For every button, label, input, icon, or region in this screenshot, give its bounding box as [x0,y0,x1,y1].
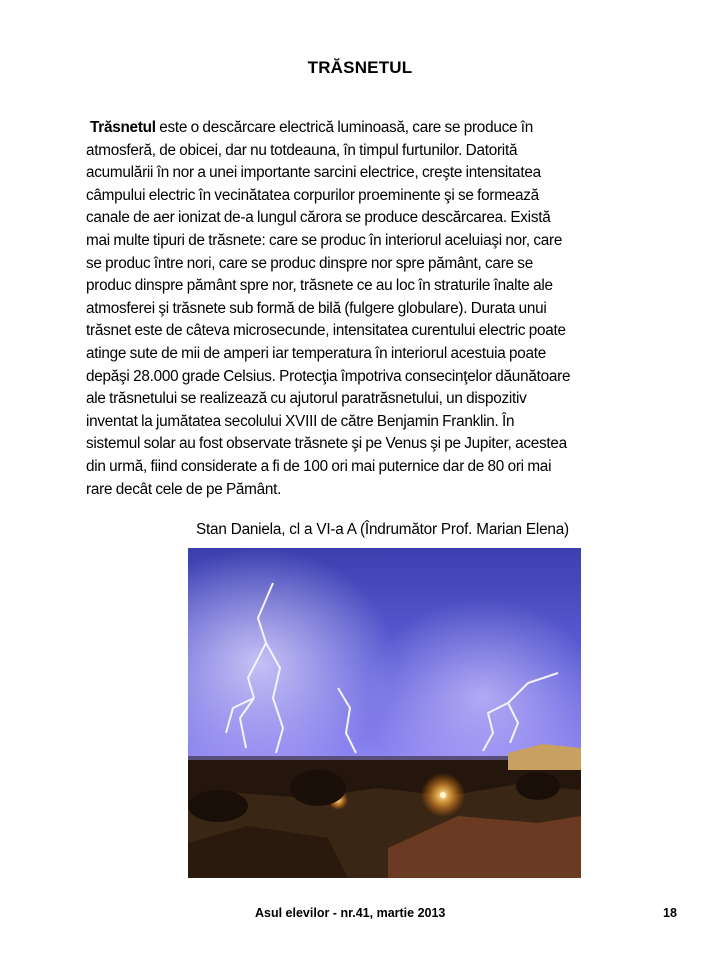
paragraph-line: depăşi 28.000 grade Celsius. Protecţia împotriva consecinţelor dăunătoare [86,367,571,385]
paragraph-line: câmpului electric în vecinătatea corpurilor proeminente şi se formează [86,186,539,204]
article-title: TRĂSNETUL [307,58,413,77]
footer-publication: Asul elevilor - nr.41, martie 2013 [255,906,446,920]
paragraph-line: sistemul solar au fost observate trăsnete şi pe Venus şi pe Jupiter, acestea [86,435,567,453]
author-byline: Stan Daniela, cl a VI-a A (Îndrumător Prof. Marian Elena) [196,521,569,538]
footer-page-number: 18 [663,906,677,920]
lead-word: Trăsnetul [90,119,156,136]
paragraph-line: canale de aer ionizat de-a lungul cărora se produce descărcarea. Există [86,209,551,227]
paragraph-line: atmosferei şi trăsnete sub formă de bilă (fulgere globulare). Durata unui [86,299,547,317]
paragraph-line: atinge sute de mii de amperi iar temperatura în interiorul acestuia poate [86,344,547,362]
paragraph-first-line [86,117,676,140]
tree [290,770,346,806]
article-body [86,117,676,501]
paragraph-line: ale trăsnetului se realizează cu ajutorul paratrăsnetului, un dispozitiv [86,390,527,408]
tree [516,772,560,800]
tree [188,790,248,822]
paragraph-line: acumulării în nor a unei importante sarcini electrice, creşte intensitatea [86,164,541,182]
first-line-rest: este o descărcare electrică luminoasă, care se produce în [155,119,533,136]
paragraph-line: rare decât cele de pe Pământ. [86,480,282,498]
paragraph-line: din urmă, fiind considerate a fi de 100 ori mai puternice dar de 80 ori mai [86,457,552,475]
paragraph-line: inventat la jumătatea secolului XVIII de către Benjamin Franklin. În [86,412,515,430]
lightning-photo-illustration [188,548,581,878]
paragraph-line: mai multe tipuri de trăsnete: care se produc în interiorul aceluiaşi nor, care [86,231,563,249]
paragraph-line: se produc între nori, care se produc dinspre nor spre pământ, care se [86,254,533,272]
lightning-photo [188,548,581,878]
paragraph-line: produc dinspre pământ spre nor, trăsnete ce au loc în straturile înalte ale [86,277,553,295]
paragraph-line: trăsnet este de câteva microsecunde, intensitatea curentului electric poate [86,322,566,340]
street-light [440,792,446,798]
paragraph-line: atmosferă, de obicei, dar nu totdeauna, în timpul furtunilor. Datorită [86,141,518,159]
